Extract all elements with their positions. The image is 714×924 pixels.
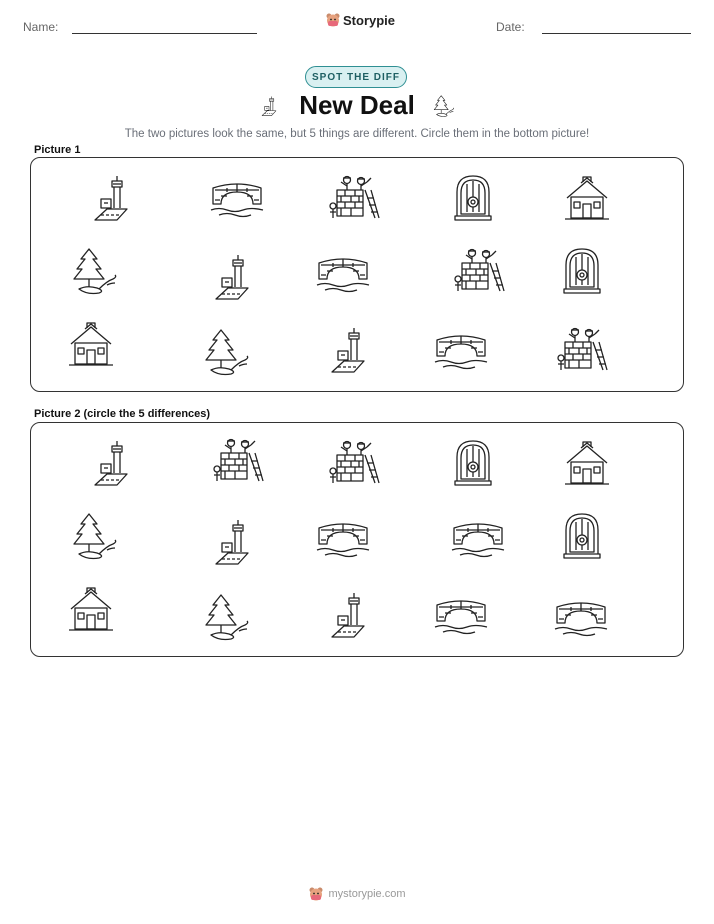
name-label: Name: (23, 20, 59, 34)
tower-icon (202, 251, 262, 303)
tree-icon[interactable] (197, 591, 257, 643)
picture-1-panel (30, 157, 684, 392)
tower-icon[interactable] (202, 516, 262, 568)
instructions: The two pictures look the same, but 5 things are different. Circle them in the bottom picture! (124, 128, 590, 140)
name-field[interactable] (72, 33, 257, 34)
workers-icon[interactable] (207, 435, 267, 487)
bridge-icon[interactable] (551, 589, 611, 641)
house-icon[interactable] (61, 583, 121, 635)
radio-icon (552, 245, 612, 297)
bridge-icon (207, 170, 267, 222)
house-icon[interactable] (557, 437, 617, 489)
workers-icon (551, 324, 611, 376)
radio-icon (443, 172, 503, 224)
bridge-icon[interactable] (431, 587, 491, 639)
tower-icon (81, 172, 141, 224)
bridge-icon (313, 245, 373, 297)
date-label: Date: (496, 20, 525, 34)
bridge-icon[interactable] (313, 510, 373, 562)
tree-icon (430, 92, 458, 120)
workers-icon (448, 245, 508, 297)
storypie-logo (325, 12, 395, 28)
date-field[interactable] (542, 33, 691, 34)
tree-icon (197, 326, 257, 378)
tower-icon (318, 324, 378, 376)
house-icon (557, 172, 617, 224)
tree-icon (65, 245, 125, 297)
footer-url: mystorypie.com (328, 888, 406, 900)
footer (0, 886, 714, 902)
tree-icon[interactable] (65, 510, 125, 562)
workers-icon (323, 172, 383, 224)
radio-icon[interactable] (443, 437, 503, 489)
house-icon (61, 318, 121, 370)
tower-icon[interactable] (81, 437, 141, 489)
picture-2-panel[interactable] (30, 422, 684, 657)
bridge-icon[interactable] (448, 510, 508, 562)
workers-icon[interactable] (323, 437, 383, 489)
bridge-icon (431, 322, 491, 374)
tower-icon[interactable] (318, 589, 378, 641)
bear-mascot-icon (325, 12, 341, 28)
picture-1-label: Picture 1 (34, 144, 81, 156)
bear-mascot-icon (308, 886, 324, 902)
page-title: New Deal (299, 90, 415, 120)
spot-the-diff-badge: SPOT THE DIFF (305, 66, 407, 88)
radio-icon[interactable] (552, 510, 612, 562)
logo-text: Storypie (343, 12, 396, 28)
picture-2-label: Picture 2 (circle the 5 differences) (34, 408, 211, 420)
